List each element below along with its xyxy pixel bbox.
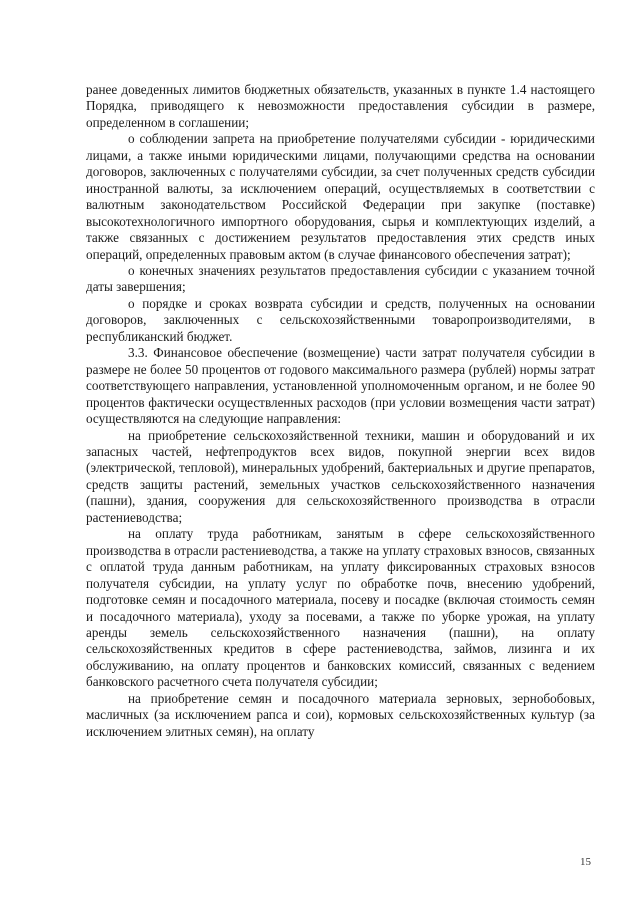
paragraph: на приобретение сельскохозяйственной техники, машин и оборудований и их запасных частей, нефтепродуктов всех видов, покупной энергии всех видов (электрической, тепловой), минеральных удобрений, бактериальных и другие препаратов, средств защиты растений, земельных участков сельскохозяйственного назначения (пашни), здания, сооружения для сельскохозяйственного производства в отрасли растениеводства; xyxy=(86,427,595,525)
paragraph: о соблюдении запрета на приобретение получателями субсидии - юридическими лицами, а также иными юридическими лицами, получающими средства на основании договоров, заключенных с получателями субсидии, за счет полученных средств субсидии иностранной валюты, за исключением операций, осуществляемых в соответствии с валютным законодательством Российской Федерации при закупке (поставке) высокотехнологичного импортного оборудования, сырья и комплектующих изделий, а также связанных с достижением результатов предоставления этих средств иных операций, определенных правовым актом (в случае финансового обеспечения затрат); xyxy=(86,131,595,262)
body-text xyxy=(86,82,595,740)
page-number: 15 xyxy=(580,856,591,868)
paragraph: на приобретение семян и посадочного материала зерновых, зернобобовых, масличных (за исключением рапса и сои), кормовых сельскохозяйственных культур (за исключением элитных семян), на оплату xyxy=(86,690,595,739)
paragraph: ранее доведенных лимитов бюджетных обязательств, указанных в пункте 1.4 настоящего Порядка, приводящего к невозможности предоставления субсидии в размере, определенном в соглашении; xyxy=(86,82,595,130)
paragraph: на оплату труда работникам, занятым в сфере сельскохозяйственного производства в отрасли растениеводства, а также на уплату страховых взносов, связанных с оплатой труда данным работникам, на уплату фиксированных страховых взносов получателя субсидии, на уплату услуг по обработке почв, внесению удобрений, подготовке семян и посадочного материала, посеву и посадке (включая стоимость семян и посадочного материала), уходу за посевами, а также по уборке урожая, на уплату аренды земель сельскохозяйственного назначения (пашни), на оплату сельскохозяйственных кредитов в сфере растениеводства, займов, лизинга и их обслуживанию, на оплату процентов и банковских комиссий, связанных с ведением банковского расчетного счета получателя субсидии; xyxy=(86,526,595,690)
paragraph: о конечных значениях результатов предоставления субсидии с указанием точной даты завершения; xyxy=(86,262,595,295)
paragraph: 3.3. Финансовое обеспечение (возмещение) части затрат получателя субсидии в размере не более 50 процентов от годового максимального размера (рублей) нормы затрат соответствующего направления, установленной уполномоченным органом, и не более 90 процентов фактически осуществленных расходов (при условии возмещения части затрат) осуществляются на следующие направления: xyxy=(86,345,595,427)
paragraph: о порядке и сроках возврата субсидии и средств, полученных на основании договоров, заключенных с сельскохозяйственными товаропроизводителями, в республиканский бюджет. xyxy=(86,295,595,344)
